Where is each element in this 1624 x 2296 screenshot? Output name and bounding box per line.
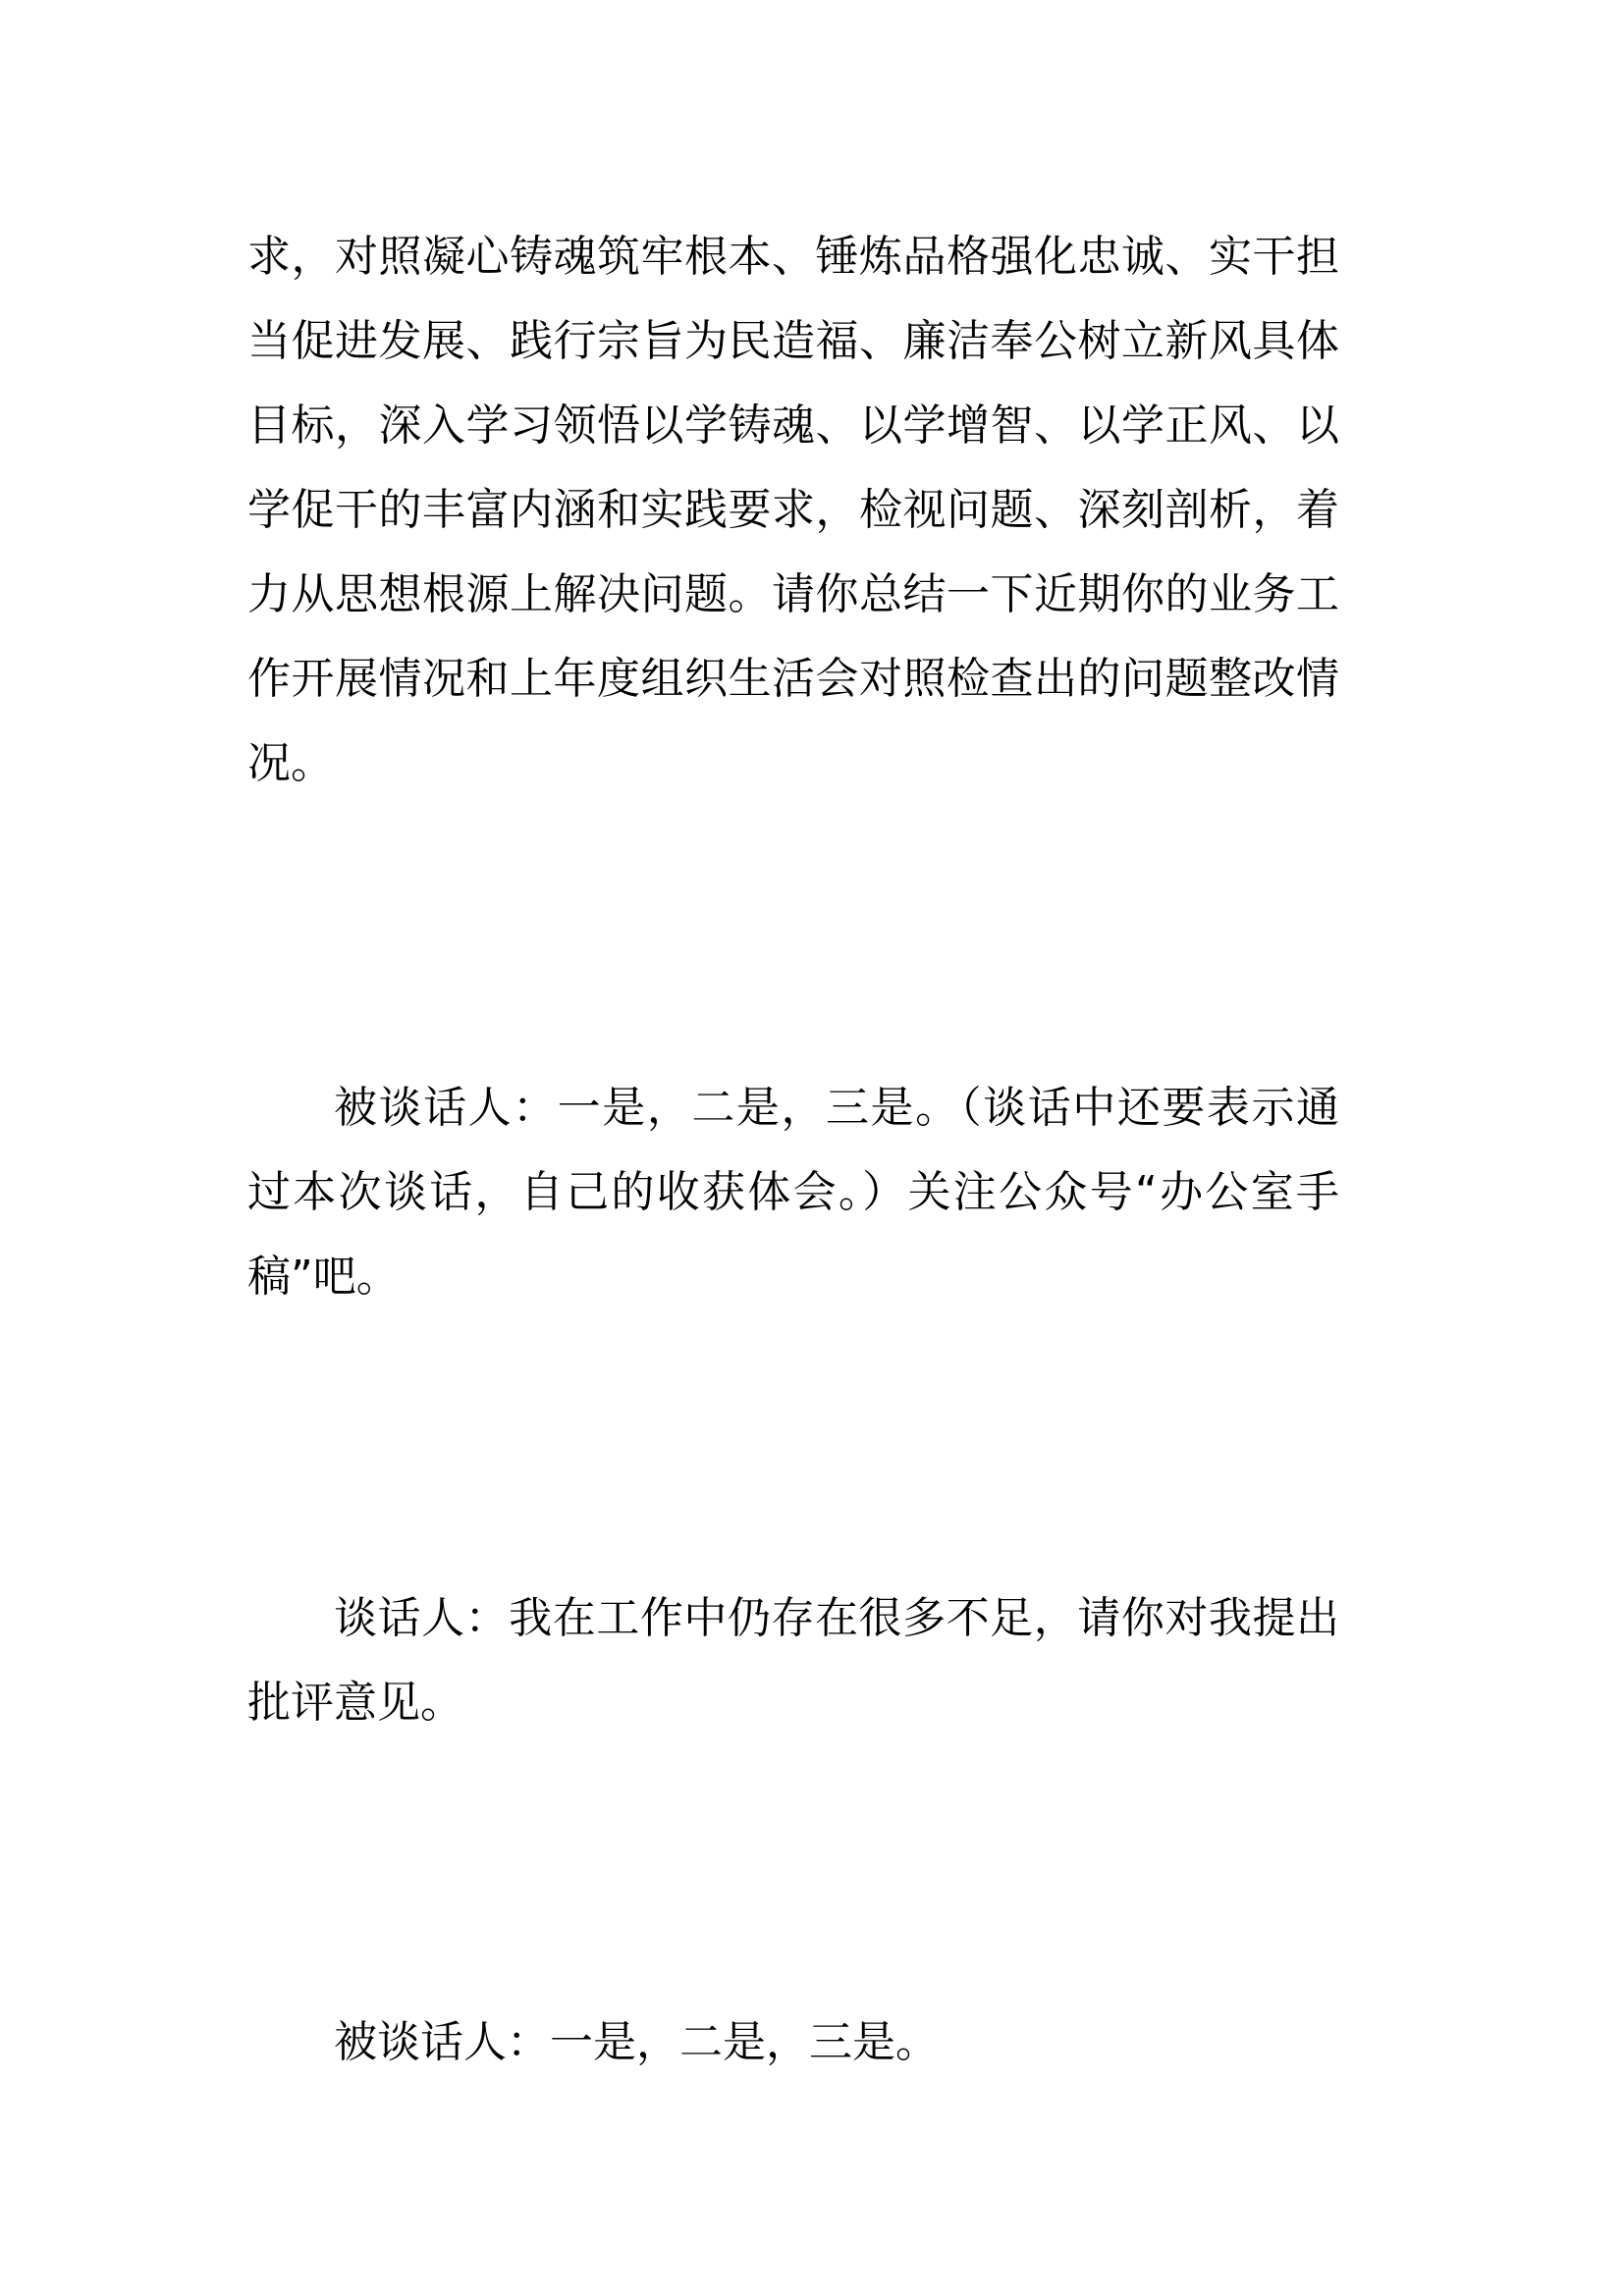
text-line: 被谈话人：一是，二是，三是。（谈话中还要表示通 [334, 1083, 1339, 1133]
text-line: 作开展情况和上年度组织生活会对照检查出的问题整改情 [247, 654, 1339, 704]
text-line: 批评意见。 [247, 1678, 463, 1728]
text-line: 力从思想根源上解决问题。请你总结一下近期你的业务工 [247, 569, 1339, 619]
paragraph-interviewee-response [247, 1066, 1339, 1319]
text-line: 学促干的丰富内涵和实践要求，检视问题、深刻剖析，着 [247, 485, 1339, 535]
text-line: 过本次谈话，自己的收获体会。）关注公众号“办公室手 [247, 1167, 1339, 1217]
text-line: 目标，深入学习领悟以学铸魂、以学增智、以学正风、以 [247, 400, 1339, 451]
paragraph-interviewer-request [247, 1576, 1339, 1745]
paragraph-interviewee-reply [247, 2001, 1339, 2085]
text-line: 当促进发展、践行宗旨为民造福、廉洁奉公树立新风具体 [247, 316, 1339, 366]
text-line: 求，对照凝心铸魂筑牢根本、锤炼品格强化忠诚、实干担 [247, 232, 1339, 282]
text-line: 谈话人：我在工作中仍存在很多不足，请你对我提出 [334, 1593, 1339, 1643]
text-line: 被谈话人：一是，二是，三是。 [334, 2017, 939, 2067]
paragraph-self-examination-requirements [247, 215, 1339, 806]
text-line: 稿”吧。 [247, 1252, 400, 1302]
text-line: 况。 [247, 738, 334, 788]
